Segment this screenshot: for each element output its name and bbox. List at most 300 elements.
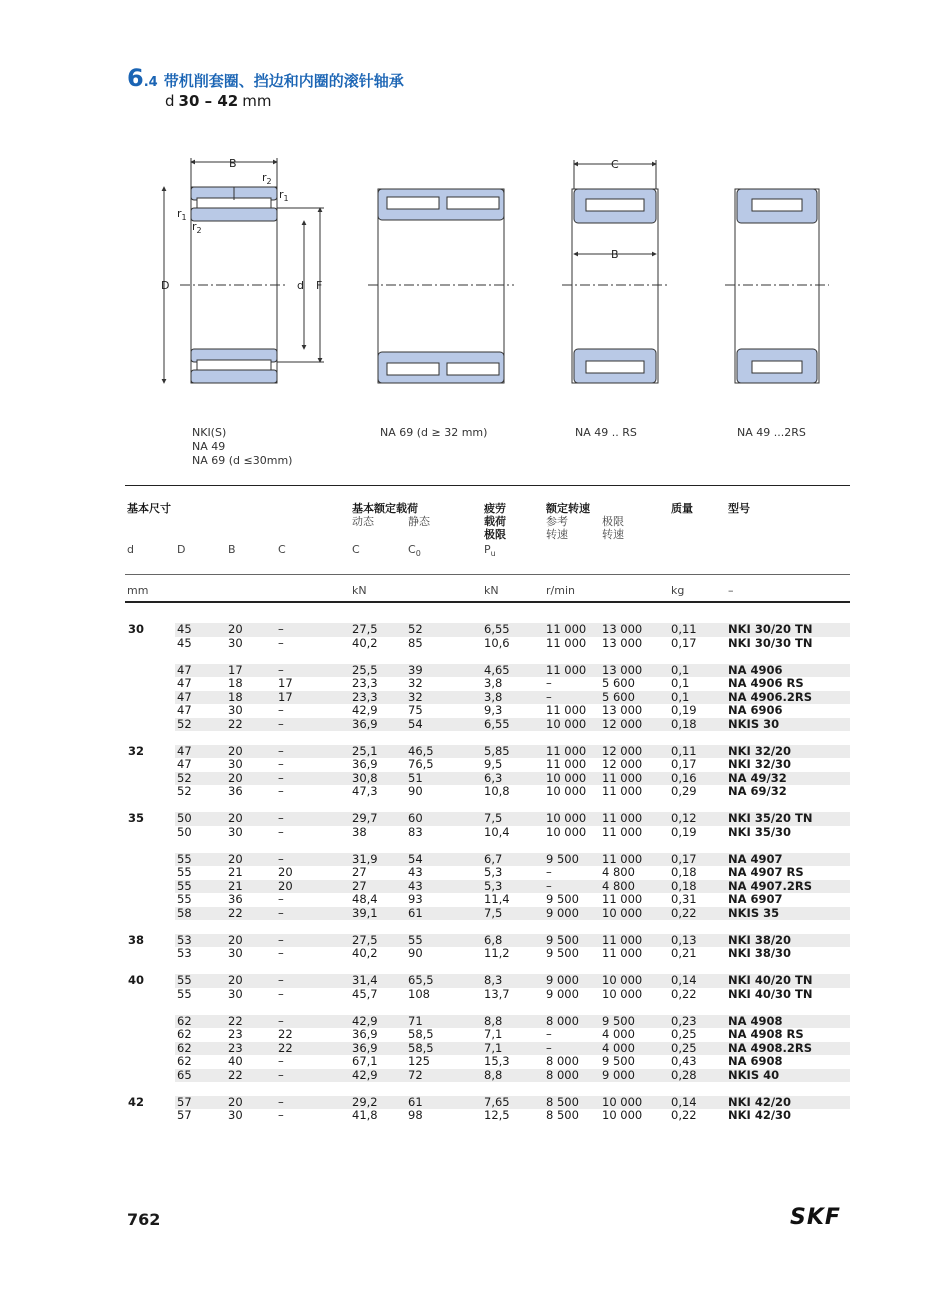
cell-reference-speed: – xyxy=(546,676,552,690)
cell-C: – xyxy=(278,1067,284,1082)
cell-fatigue-limit: 8,3 xyxy=(484,973,503,987)
cell-dynamic-load: 45,7 xyxy=(352,986,378,1001)
cell-C: – xyxy=(278,770,284,785)
cell-limiting-speed: 10 000 xyxy=(602,905,643,920)
cell-D: 57 xyxy=(177,1094,192,1109)
cell-dynamic-load: 47,3 xyxy=(352,784,378,798)
cell-fatigue-limit: 6,55 xyxy=(484,716,510,731)
cell-fatigue-limit: 13,7 xyxy=(484,986,510,1001)
cell-dynamic-load: 67,1 xyxy=(352,1054,378,1068)
cell-B: 30 xyxy=(228,946,243,960)
cell-D: 53 xyxy=(177,946,192,960)
cell-reference-speed: 10 000 xyxy=(546,824,587,839)
cell-designation: NA 4907 xyxy=(728,851,783,866)
cell-mass: 0,19 xyxy=(671,824,697,839)
label-r1-right: $r_1$ xyxy=(279,188,289,203)
cell-dynamic-load: 41,8 xyxy=(352,1108,378,1122)
cell-C: 22 xyxy=(278,1040,293,1055)
caption-line: NA 69 (d ≥ 32 mm) xyxy=(380,426,488,439)
cell-C: – xyxy=(278,703,284,717)
header-static: 静态 xyxy=(408,515,430,528)
table-row xyxy=(0,637,950,651)
cell-dynamic-load: 48,4 xyxy=(352,892,378,906)
cell-fatigue-limit: 7,1 xyxy=(484,1027,503,1041)
cell-reference-speed: 9 500 xyxy=(546,946,579,960)
cell-C: – xyxy=(278,743,284,758)
cell-static-load: 72 xyxy=(408,1067,423,1082)
cell-C: – xyxy=(278,973,284,987)
skf-logo: SKF xyxy=(790,1205,841,1230)
cell-static-load: 60 xyxy=(408,811,423,825)
cell-static-load: 58,5 xyxy=(408,1040,434,1055)
cell-designation: NKI 35/30 xyxy=(728,824,792,839)
cell-D: 47 xyxy=(177,689,192,704)
cell-designation: NKI 40/20 TN xyxy=(728,973,813,987)
label-r2-top: $r_2$ xyxy=(262,171,272,186)
cell-static-load: 85 xyxy=(408,635,423,650)
label-C: C xyxy=(611,158,619,171)
cell-dynamic-load: 30,8 xyxy=(352,770,378,785)
cell-C: – xyxy=(278,824,284,839)
header-limit-speed-2: 转速 xyxy=(602,528,624,541)
cell-static-load: 54 xyxy=(408,851,423,866)
table-row xyxy=(0,1028,950,1042)
caption-line: NA 49 xyxy=(192,440,226,453)
cell-designation: NKI 30/30 TN xyxy=(728,635,813,650)
cell-mass: 0,29 xyxy=(671,784,697,798)
cell-fatigue-limit: 11,2 xyxy=(484,946,510,960)
cell-reference-speed: 10 000 xyxy=(546,811,587,825)
cell-D: 50 xyxy=(177,824,192,839)
cell-fatigue-limit: 4,65 xyxy=(484,662,510,677)
table-row xyxy=(0,1055,950,1069)
cell-B: 22 xyxy=(228,905,243,920)
cell-mass: 0,13 xyxy=(671,932,697,947)
cell-dynamic-load: 31,4 xyxy=(352,973,378,987)
cell-C: – xyxy=(278,1013,284,1028)
cell-dynamic-load: 42,9 xyxy=(352,1013,378,1028)
cell-designation: NA 69/32 xyxy=(728,784,787,798)
cell-static-load: 43 xyxy=(408,878,423,893)
cell-fatigue-limit: 10,4 xyxy=(484,824,510,839)
cell-reference-speed: 8 000 xyxy=(546,1067,579,1082)
cell-d: 30 xyxy=(128,622,145,636)
label-D: D xyxy=(161,279,170,292)
cell-D: 55 xyxy=(177,986,192,1001)
cell-designation: NKI 35/20 TN xyxy=(728,811,813,825)
cell-D: 62 xyxy=(177,1040,192,1055)
cell-static-load: 39 xyxy=(408,662,423,677)
cell-dynamic-load: 39,1 xyxy=(352,905,378,920)
range-unit: mm xyxy=(242,92,272,110)
cell-D: 52 xyxy=(177,784,192,798)
cell-designation: NKI 32/30 xyxy=(728,757,792,771)
cell-C: – xyxy=(278,946,284,960)
label-B: B xyxy=(229,157,237,170)
unit-kg: kg xyxy=(671,584,685,597)
cell-B: 30 xyxy=(228,824,243,839)
cell-d: 38 xyxy=(128,932,145,947)
table-row xyxy=(0,1069,950,1083)
table-row xyxy=(0,934,950,948)
cell-mass: 0,1 xyxy=(671,676,690,690)
cell-mass: 0,12 xyxy=(671,811,697,825)
cell-mass: 0,25 xyxy=(671,1040,697,1055)
cell-limiting-speed: 12 000 xyxy=(602,716,643,731)
cell-d: 40 xyxy=(128,973,145,987)
cell-dynamic-load: 25,5 xyxy=(352,662,378,677)
cell-mass: 0,23 xyxy=(671,1013,697,1028)
cell-C: – xyxy=(278,635,284,650)
cell-limiting-speed: 5 600 xyxy=(602,689,635,704)
cell-C: – xyxy=(278,1094,284,1109)
header-speed-ratings: 额定转速 xyxy=(546,502,590,515)
cell-designation: NKIS 30 xyxy=(728,716,780,731)
cell-D: 52 xyxy=(177,716,192,731)
cell-limiting-speed: 13 000 xyxy=(602,662,643,677)
cell-limiting-speed: 4 800 xyxy=(602,878,635,893)
table-row xyxy=(0,772,950,786)
label-r2-left: $r_2$ xyxy=(192,220,202,235)
page-number: 762 xyxy=(127,1210,161,1229)
cell-limiting-speed: 13 000 xyxy=(602,635,643,650)
cell-mass: 0,11 xyxy=(671,743,697,758)
cell-reference-speed: 8 500 xyxy=(546,1108,579,1122)
cell-C: – xyxy=(278,662,284,677)
cell-B: 36 xyxy=(228,892,243,906)
cell-reference-speed: – xyxy=(546,878,552,893)
label-r1-left: $r_1$ xyxy=(177,207,187,222)
cell-static-load: 43 xyxy=(408,865,423,879)
cell-designation: NKI 42/20 xyxy=(728,1094,792,1109)
symbol-D: D xyxy=(177,543,186,556)
cell-limiting-speed: 10 000 xyxy=(602,1108,643,1122)
cell-dynamic-load: 29,7 xyxy=(352,811,378,825)
cell-fatigue-limit: 6,55 xyxy=(484,622,510,636)
label-B-rs: B xyxy=(611,248,619,261)
unit-kn-load: kN xyxy=(352,584,367,597)
cell-static-load: 125 xyxy=(408,1054,430,1068)
cell-static-load: 52 xyxy=(408,622,423,636)
cell-dynamic-load: 42,9 xyxy=(352,1067,378,1082)
cell-mass: 0,17 xyxy=(671,635,697,650)
cell-B: 23 xyxy=(228,1027,243,1041)
cell-D: 55 xyxy=(177,851,192,866)
cell-fatigue-limit: 7,5 xyxy=(484,811,503,825)
cell-B: 30 xyxy=(228,1108,243,1122)
cell-D: 53 xyxy=(177,932,192,947)
cell-dynamic-load: 23,3 xyxy=(352,676,378,690)
table-row xyxy=(0,826,950,840)
cell-limiting-speed: 10 000 xyxy=(602,1094,643,1109)
table-row xyxy=(0,691,950,705)
table-row xyxy=(0,758,950,772)
cell-reference-speed: 10 000 xyxy=(546,716,587,731)
section-heading: 带机削套圈、挡边和内圈的滚针轴承 xyxy=(163,72,404,90)
cell-limiting-speed: 12 000 xyxy=(602,743,643,758)
cell-limiting-speed: 4 000 xyxy=(602,1027,635,1041)
cell-designation: NKIS 40 xyxy=(728,1067,780,1082)
cell-designation: NA 6907 xyxy=(728,892,783,906)
cell-limiting-speed: 11 000 xyxy=(602,784,643,798)
cell-B: 23 xyxy=(228,1040,243,1055)
caption-line: NA 49 ...2RS xyxy=(737,426,806,439)
cell-reference-speed: – xyxy=(546,1027,552,1041)
cell-D: 45 xyxy=(177,635,192,650)
cell-D: 47 xyxy=(177,743,192,758)
table-row xyxy=(0,1042,950,1056)
cell-D: 55 xyxy=(177,973,192,987)
cell-D: 65 xyxy=(177,1067,192,1082)
cell-static-load: 58,5 xyxy=(408,1027,434,1041)
unit-designation: – xyxy=(728,584,734,597)
cell-mass: 0,18 xyxy=(671,716,697,731)
table-row xyxy=(0,745,950,759)
cell-B: 30 xyxy=(228,635,243,650)
cell-designation: NA 4907 RS xyxy=(728,865,804,879)
cell-limiting-speed: 11 000 xyxy=(602,770,643,785)
header-main-dimensions: 基本尺寸 xyxy=(127,502,171,515)
cell-static-load: 61 xyxy=(408,1094,423,1109)
cell-static-load: 32 xyxy=(408,676,423,690)
cell-limiting-speed: 11 000 xyxy=(602,932,643,947)
cell-dynamic-load: 36,9 xyxy=(352,716,378,731)
cell-D: 62 xyxy=(177,1054,192,1068)
table-row xyxy=(0,718,950,732)
cell-designation: NA 49/32 xyxy=(728,770,787,785)
symbol-Pu: $P_u$ xyxy=(484,543,496,559)
cell-limiting-speed: 13 000 xyxy=(602,703,643,717)
cell-limiting-speed: 11 000 xyxy=(602,946,643,960)
header-fatigue-2: 载荷 xyxy=(484,515,506,528)
cell-C: – xyxy=(278,932,284,947)
header-dynamic: 动态 xyxy=(352,515,374,528)
unit-mm: mm xyxy=(127,584,149,597)
cell-reference-speed: 9 500 xyxy=(546,932,579,947)
caption-line: NA 49 .. RS xyxy=(575,426,637,439)
cell-dynamic-load: 27 xyxy=(352,865,367,879)
cell-reference-speed: 11 000 xyxy=(546,743,587,758)
cell-D: 47 xyxy=(177,676,192,690)
cell-fatigue-limit: 8,8 xyxy=(484,1013,503,1028)
cell-designation: NKI 30/20 TN xyxy=(728,622,813,636)
cell-mass: 0,14 xyxy=(671,973,697,987)
cell-dynamic-load: 38 xyxy=(352,824,367,839)
cell-reference-speed: 8 000 xyxy=(546,1054,579,1068)
cell-dynamic-load: 27,5 xyxy=(352,932,378,947)
cell-mass: 0,16 xyxy=(671,770,697,785)
cell-dynamic-load: 36,9 xyxy=(352,1040,378,1055)
cell-fatigue-limit: 8,8 xyxy=(484,1067,503,1082)
cell-C: – xyxy=(278,784,284,798)
cell-fatigue-limit: 5,3 xyxy=(484,878,503,893)
cell-B: 21 xyxy=(228,878,243,893)
cell-reference-speed: 11 000 xyxy=(546,662,587,677)
cell-fatigue-limit: 10,8 xyxy=(484,784,510,798)
cell-static-load: 108 xyxy=(408,986,430,1001)
table-row xyxy=(0,947,950,961)
cell-fatigue-limit: 5,85 xyxy=(484,743,510,758)
cell-d: 42 xyxy=(128,1094,145,1109)
cell-dynamic-load: 27,5 xyxy=(352,622,378,636)
cell-fatigue-limit: 7,5 xyxy=(484,905,503,920)
table-row xyxy=(0,1096,950,1110)
cell-static-load: 54 xyxy=(408,716,423,731)
cell-static-load: 93 xyxy=(408,892,423,906)
cell-D: 62 xyxy=(177,1027,192,1041)
cell-mass: 0,17 xyxy=(671,757,697,771)
cell-B: 30 xyxy=(228,757,243,771)
cell-mass: 0,11 xyxy=(671,622,697,636)
cell-designation: NA 6908 xyxy=(728,1054,783,1068)
cell-limiting-speed: 11 000 xyxy=(602,851,643,866)
cell-designation: NA 4908.2RS xyxy=(728,1040,813,1055)
cell-B: 20 xyxy=(228,770,243,785)
cell-C: – xyxy=(278,1054,284,1068)
table-row xyxy=(0,812,950,826)
cell-designation: NA 4908 RS xyxy=(728,1027,804,1041)
cell-limiting-speed: 12 000 xyxy=(602,757,643,771)
section-number: 6 xyxy=(127,64,144,92)
header-ref-speed-1: 参考 xyxy=(546,515,568,528)
cell-reference-speed: 8 000 xyxy=(546,1013,579,1028)
cell-fatigue-limit: 9,3 xyxy=(484,703,503,717)
cell-mass: 0,31 xyxy=(671,892,697,906)
cell-B: 17 xyxy=(228,662,243,677)
cell-static-load: 90 xyxy=(408,946,423,960)
caption-line: NKI(S) xyxy=(192,426,227,439)
cell-limiting-speed: 13 000 xyxy=(602,622,643,636)
cell-mass: 0,18 xyxy=(671,865,697,879)
cell-limiting-speed: 4 800 xyxy=(602,865,635,879)
cell-dynamic-load: 40,2 xyxy=(352,946,378,960)
cell-designation: NKIS 35 xyxy=(728,905,780,920)
section-subnumber: .4 xyxy=(143,75,158,90)
header-fatigue-3: 极限 xyxy=(484,528,506,541)
cell-designation: NA 4906 RS xyxy=(728,676,804,690)
cell-limiting-speed: 4 000 xyxy=(602,1040,635,1055)
cell-reference-speed: – xyxy=(546,1040,552,1055)
cell-limiting-speed: 11 000 xyxy=(602,811,643,825)
table-row xyxy=(0,988,950,1002)
label-F: F xyxy=(316,279,323,292)
header-limit-speed-1: 极限 xyxy=(602,515,624,528)
cell-fatigue-limit: 10,6 xyxy=(484,635,510,650)
cell-C: – xyxy=(278,1108,284,1122)
cell-mass: 0,1 xyxy=(671,662,690,677)
cell-static-load: 98 xyxy=(408,1108,423,1122)
cell-B: 36 xyxy=(228,784,243,798)
cell-B: 20 xyxy=(228,743,243,758)
table-row xyxy=(0,853,950,867)
cell-B: 40 xyxy=(228,1054,243,1068)
cell-D: 55 xyxy=(177,892,192,906)
cell-limiting-speed: 9 000 xyxy=(602,1067,635,1082)
cell-B: 20 xyxy=(228,973,243,987)
cell-designation: NA 6906 xyxy=(728,703,783,717)
cell-C: – xyxy=(278,811,284,825)
cell-reference-speed: 8 500 xyxy=(546,1094,579,1109)
cell-mass: 0,17 xyxy=(671,851,697,866)
cell-designation: NKI 32/20 xyxy=(728,743,792,758)
cell-reference-speed: 10 000 xyxy=(546,784,587,798)
cell-fatigue-limit: 12,5 xyxy=(484,1108,510,1122)
cell-fatigue-limit: 6,7 xyxy=(484,851,503,866)
cell-dynamic-load: 42,9 xyxy=(352,703,378,717)
table-row xyxy=(0,974,950,988)
header-load-ratings: 基本额定载荷 xyxy=(352,502,418,515)
cell-static-load: 55 xyxy=(408,932,423,947)
cell-B: 21 xyxy=(228,865,243,879)
cell-mass: 0,1 xyxy=(671,689,690,704)
cell-reference-speed: 9 500 xyxy=(546,851,579,866)
table-row xyxy=(0,664,950,678)
cell-D: 50 xyxy=(177,811,192,825)
cell-B: 20 xyxy=(228,622,243,636)
table-row xyxy=(0,866,950,880)
cell-D: 52 xyxy=(177,770,192,785)
cell-D: 57 xyxy=(177,1108,192,1122)
caption-line: NA 69 (d ≤30mm) xyxy=(192,454,293,467)
cell-D: 55 xyxy=(177,865,192,879)
label-d: d xyxy=(297,279,304,292)
cell-reference-speed: – xyxy=(546,689,552,704)
cell-limiting-speed: 11 000 xyxy=(602,892,643,906)
cell-mass: 0,25 xyxy=(671,1027,697,1041)
cell-static-load: 65,5 xyxy=(408,973,434,987)
cell-reference-speed: 11 000 xyxy=(546,703,587,717)
cell-mass: 0,22 xyxy=(671,986,697,1001)
cell-fatigue-limit: 3,8 xyxy=(484,676,503,690)
cell-C: – xyxy=(278,851,284,866)
cell-d: 35 xyxy=(128,811,145,825)
header-fatigue-1: 疲劳 xyxy=(484,502,506,515)
cell-static-load: 46,5 xyxy=(408,743,434,758)
cell-static-load: 90 xyxy=(408,784,423,798)
cell-C: 17 xyxy=(278,676,293,690)
cell-reference-speed: 11 000 xyxy=(546,622,587,636)
cell-limiting-speed: 5 600 xyxy=(602,676,635,690)
cell-designation: NA 4906.2RS xyxy=(728,689,813,704)
symbol-C-dynamic: C xyxy=(352,543,360,556)
cell-C: 20 xyxy=(278,865,293,879)
cell-fatigue-limit: 5,3 xyxy=(484,865,503,879)
cell-dynamic-load: 29,2 xyxy=(352,1094,378,1109)
header-ref-speed-2: 转速 xyxy=(546,528,568,541)
table-row xyxy=(0,880,950,894)
unit-rpm: r/min xyxy=(546,584,575,597)
cell-C: – xyxy=(278,986,284,1001)
cell-D: 47 xyxy=(177,662,192,677)
cell-mass: 0,22 xyxy=(671,1108,697,1122)
cell-D: 47 xyxy=(177,757,192,771)
cell-static-load: 61 xyxy=(408,905,423,920)
cell-reference-speed: 11 000 xyxy=(546,635,587,650)
cell-B: 22 xyxy=(228,716,243,731)
cell-static-load: 71 xyxy=(408,1013,423,1028)
table-row xyxy=(0,785,950,799)
cell-B: 30 xyxy=(228,703,243,717)
cell-B: 20 xyxy=(228,811,243,825)
header-designation: 型号 xyxy=(728,502,750,515)
cell-fatigue-limit: 7,1 xyxy=(484,1040,503,1055)
cell-fatigue-limit: 11,4 xyxy=(484,892,510,906)
cell-D: 55 xyxy=(177,878,192,893)
cell-fatigue-limit: 3,8 xyxy=(484,689,503,704)
cell-mass: 0,21 xyxy=(671,946,697,960)
unit-kn-fatigue: kN xyxy=(484,584,499,597)
cell-dynamic-load: 25,1 xyxy=(352,743,378,758)
